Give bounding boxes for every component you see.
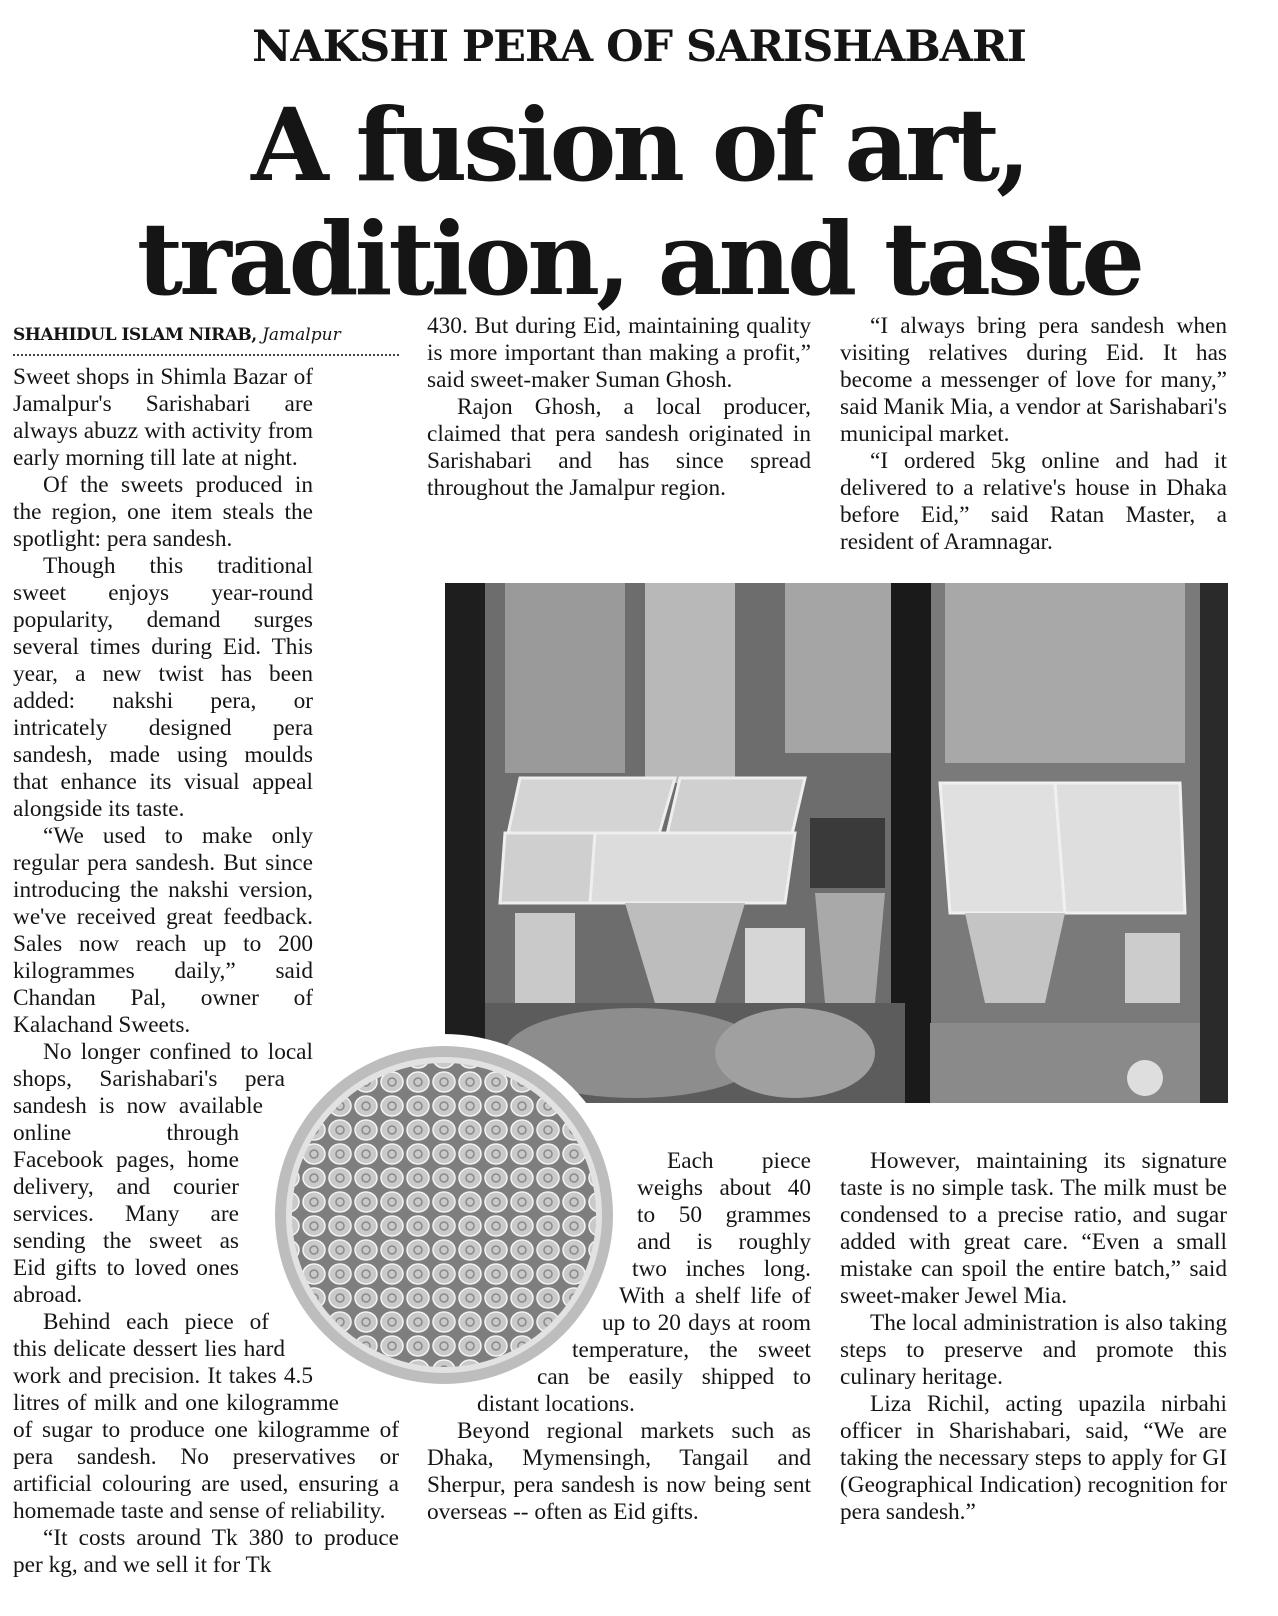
paragraph: Behind each piece of this delicate dessert lies hard work and precision. It takes 4.5 litres of milk and one kilogramme of sugar to produce one kilogramme of pera sandesh. No preservatives or artificial colouring are used, ensuring a homemade taste and sense of reliability.	[13, 1309, 399, 1524]
byline-divider	[13, 354, 399, 356]
paragraph: The local administration is also taking steps to preserve and promote this culinary heritage.	[840, 1310, 1227, 1390]
paragraph: Sweet shops in Shimla Bazar of Jamalpur's Sarishabari are always abuzz with activity from early morning till late at night.	[13, 364, 313, 471]
paragraph: Beyond regional markets such as Dhaka, Mymensingh, Tangail and Sherpur, pera sandesh is now being sent overseas -- often as Eid gifts.	[427, 1418, 811, 1525]
column-3-bottom	[840, 1148, 1227, 1526]
headline	[0, 88, 1278, 316]
paragraph: Liza Richil, acting upazila nirbahi officer in Sharishabari, said, “We are taking the necessary steps to apply for GI (Geographical Indication) recognition for pera sandesh.”	[840, 1391, 1227, 1525]
column-1	[13, 364, 399, 1579]
paragraph: 430. But during Eid, maintaining quality is more important than making a profit,” said sweet-maker Suman Ghosh.	[427, 313, 811, 393]
paragraph: “I always bring pera sandesh when visiting relatives during Eid. It has become a messenger of love for many,” said Manik Mia, a vendor at Sarishabari's municipal market.	[840, 313, 1227, 447]
sweet-shop-display-photo	[445, 583, 1228, 1103]
headline-line-1: A fusion of art,	[251, 86, 1027, 204]
paragraph: Each piece weighs about 40 to 50 grammes and is roughly two inches long. With a shelf life of up to 20 days at room temperature, the sweet can be easily shipped to distant locations.	[477, 1148, 811, 1417]
paragraph: “We used to make only regular pera sandesh. But since introducing the nakshi version, we've received great feedback. Sales now reach up to 200 kilogrammes daily,” said Chandan Pal, owner of Kalachand Sweets.	[13, 823, 313, 1038]
paragraph: “I ordered 5kg online and had it delivered to a relative's house in Dhaka before Eid,” said Ratan Master, a resident of Aramnagar.	[840, 448, 1227, 555]
paragraph: “It costs around Tk 380 to produce per kg, and we sell it for Tk	[13, 1525, 399, 1578]
byline-name: SHAHIDUL ISLAM NIRAB,	[13, 325, 257, 345]
paragraph: Though this traditional sweet enjoys year-round popularity, demand surges several times during Eid. This year, a new twist has been added: nakshi pera, or intricately designed pera sandesh, made using moulds that enhance its visual appeal alongside its taste.	[13, 553, 313, 822]
paragraph: No longer confined to local shops, Sarishabari's pera sandesh is now available online through Facebook pages, home delivery, and courier services. Many are sending the sweet as Eid gifts to loved ones abroad.	[13, 1039, 313, 1308]
byline-place: Jamalpur	[262, 325, 341, 345]
column-2-bottom	[427, 1148, 811, 1526]
paragraph: However, maintaining its signature taste is no simple task. The milk must be condensed to a precise ratio, and sugar added with great care. “Even a small mistake can spoil the entire batch,” said sweet-maker Jewel Mia.	[840, 1148, 1227, 1309]
kicker: NAKSHI PERA OF SARISHABARI	[252, 22, 1026, 72]
column-2-top	[427, 313, 811, 502]
headline-line-2: tradition, and taste	[136, 200, 1142, 318]
column-3-top	[840, 313, 1227, 556]
byline	[13, 325, 341, 345]
paragraph: Of the sweets produced in the region, one item steals the spotlight: pera sandesh.	[13, 472, 313, 552]
paragraph: Rajon Ghosh, a local producer, claimed that pera sandesh originated in Sarishabari and has since spread throughout the Jamalpur region.	[427, 394, 811, 501]
